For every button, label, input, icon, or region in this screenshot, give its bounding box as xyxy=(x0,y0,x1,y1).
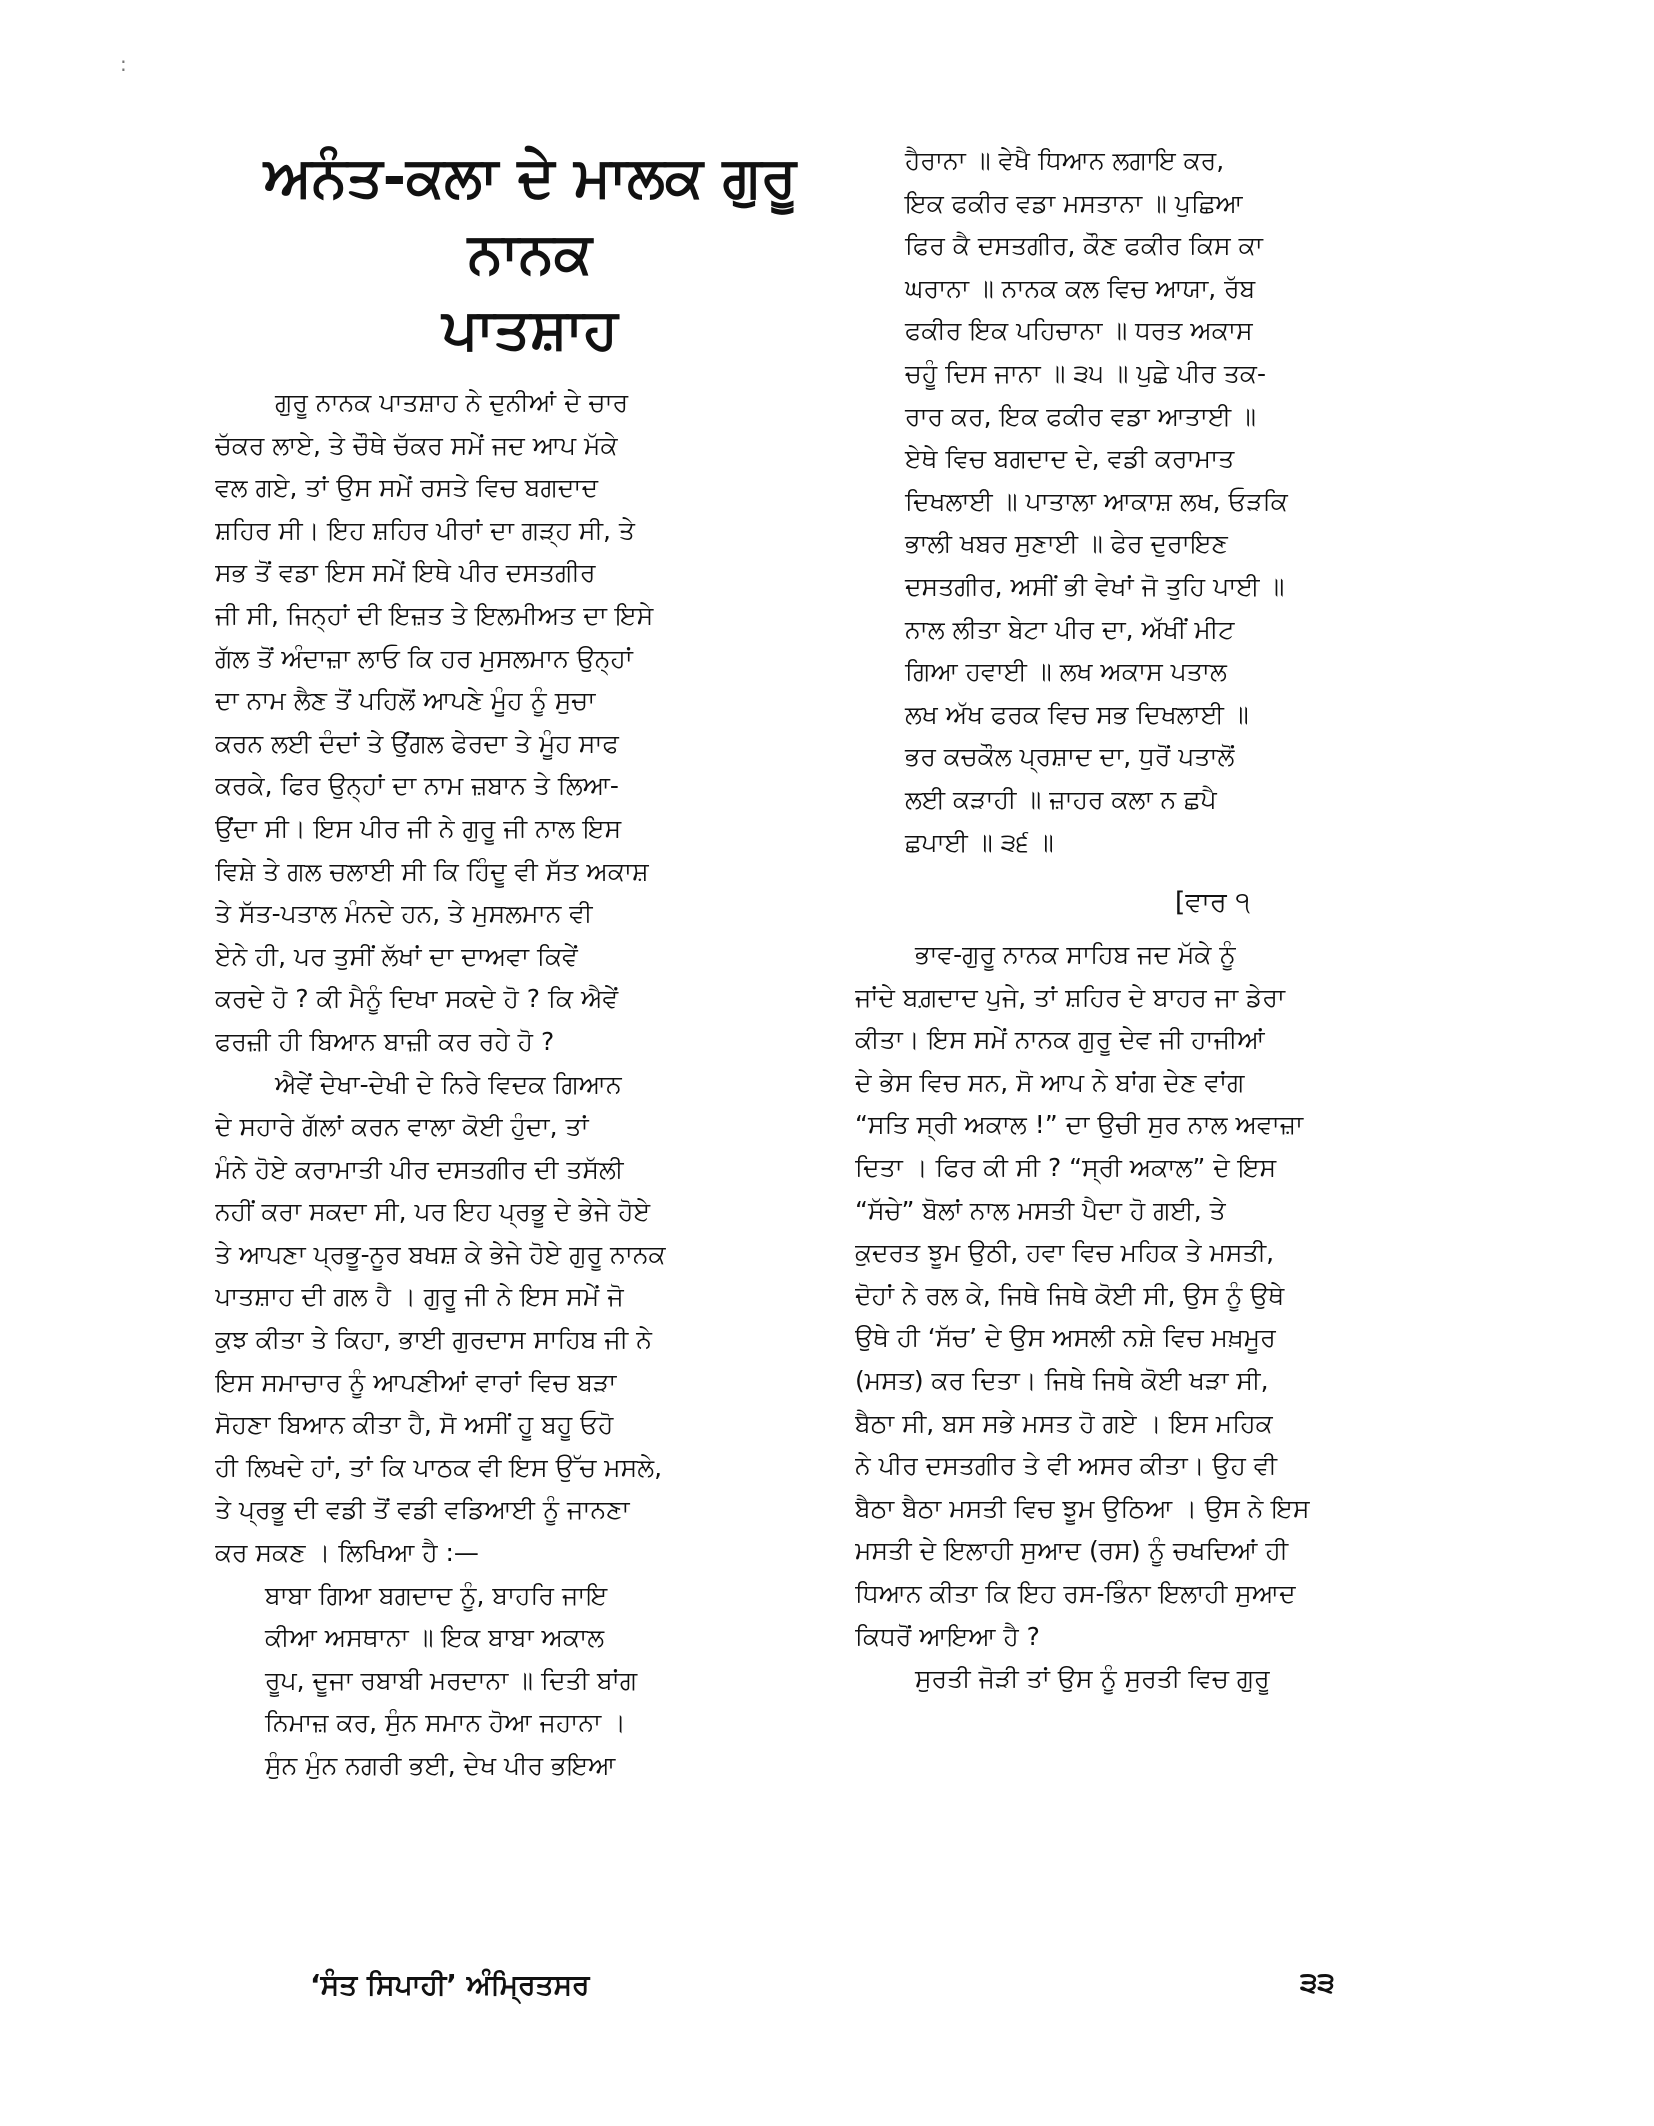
text-line: ਵਿਸ਼ੇ ਤੇ ਗਲ ਚਲਾਈ ਸੀ ਕਿ ਹਿੰਦੂ ਵੀ ਸੱਤ ਅਕਾਸ਼ xyxy=(215,856,649,886)
verse-line: ਏਥੇ ਵਿਚ ਬਗਦਾਦ ਦੇ, ਵਡੀ ਕਰਾਮਾਤ xyxy=(905,444,1235,474)
text-line: ਮੰਨੇ ਹੋਏ ਕਰਾਮਾਤੀ ਪੀਰ ਦਸਤਗੀਰ ਦੀ ਤਸੱਲੀ xyxy=(215,1154,624,1184)
verse-line: ਰੂਪ, ਦੂਜਾ ਰਬਾਬੀ ਮਰਦਾਨਾ ॥ ਦਿਤੀ ਬਾਂਗ xyxy=(265,1665,638,1695)
text-line: ਕਰਕੇ, ਫਿਰ ਉਨ੍ਹਾਂ ਦਾ ਨਾਮ ਜ਼ਬਾਨ ਤੇ ਲਿਆ- xyxy=(215,771,619,801)
verse-line: ਨਿਮਾਜ਼ ਕਰ, ਸੁੰਨ ਸਮਾਨ ਹੋਆ ਜਹਾਨਾ । xyxy=(265,1708,626,1738)
verse-line: ਰਾਰ ਕਰ, ਇਕ ਫਕੀਰ ਵਡਾ ਆਤਾਈ ॥ xyxy=(905,401,1256,431)
right-paragraph-1 xyxy=(855,934,1480,1658)
footer-publication: ‘ਸੰਤ ਸਿਪਾਹੀ’ ਅੰਮ੍ਰਿਤਸਰ xyxy=(310,1968,590,2001)
text-line: ਕੀਤਾ। ਇਸ ਸਮੇਂ ਨਾਨਕ ਗੁਰੂ ਦੇਵ ਜੀ ਹਾਜੀਆਂ xyxy=(855,1025,1265,1055)
article-title-line1: ਅਨੰਤ-ਕਲਾ ਦੇ ਮਾਲਕ ਗੁਰੂ ਨਾਨਕ xyxy=(263,145,797,286)
verse-line: ਫਕੀਰ ਇਕ ਪਹਿਚਾਨਾ ॥ ਧਰਤ ਅਕਾਸ xyxy=(905,316,1253,346)
verse-line: ਛਪਾਈ ॥ ੩੬ ॥ xyxy=(905,827,1054,857)
verse-line: ਘਰਾਨਾ ॥ ਨਾਨਕ ਕਲ ਵਿਚ ਆਯਾ, ਰੱਬ xyxy=(905,273,1256,303)
right-paragraph-2 xyxy=(855,1658,1480,1701)
text-line: ਉਥੇ ਹੀ ‘ਸੱਚ’ ਦੇ ਉਸ ਅਸਲੀ ਨਸ਼ੇ ਵਿਚ ਮਖ਼ਮੂਰ xyxy=(855,1323,1276,1353)
text-line: ਇਸ ਸਮਾਚਾਰ ਨੂੰ ਆਪਣੀਆਂ ਵਾਰਾਂ ਵਿਚ ਬੜਾ xyxy=(215,1367,617,1397)
text-line: ਨੇ ਪੀਰ ਦਸਤਗੀਰ ਤੇ ਵੀ ਅਸਰ ਕੀਤਾ। ਉਹ ਵੀ xyxy=(855,1451,1277,1481)
text-line: ਚੱਕਰ ਲਾਏ, ਤੇ ਚੌਥੇ ਚੱਕਰ ਸਮੇਂ ਜਦ ਆਪ ਮੱਕੇ xyxy=(215,430,618,460)
text-line: ਜਾਂਦੇ ਬਗ਼ਦਾਦ ਪੁਜੇ, ਤਾਂ ਸ਼ਹਿਰ ਦੇ ਬਾਹਰ ਜਾ ਡੇਰਾ xyxy=(855,982,1285,1012)
text-line: ਭਾਵ-ਗੁਰੂ ਨਾਨਕ ਸਾਹਿਬ ਜਦ ਮੱਕੇ ਨੂੰ xyxy=(915,940,1236,970)
verse-line: ਹੈਰਾਨਾ ॥ ਵੇਖੈ ਧਿਆਨ ਲਗਾਇ ਕਰ, xyxy=(905,146,1225,175)
text-line: ਵਲ ਗਏ, ਤਾਂ ਉਸ ਸਮੇਂ ਰਸਤੇ ਵਿਚ ਬਗਦਾਦ xyxy=(215,473,599,503)
verse-line: ਕੀਆ ਅਸਥਾਨਾ ॥ ਇਕ ਬਾਬਾ ਅਕਾਲ xyxy=(265,1623,605,1653)
article-title-line2: ਪਾਤਸ਼ਾਹ xyxy=(442,297,618,362)
text-line: ਦਾ ਨਾਮ ਲੈਣ ਤੋਂ ਪਹਿਲੋਂ ਆਪਣੇ ਮੂੰਹ ਨੂੰ ਸੁਚਾ xyxy=(215,686,596,716)
text-line: ਸੋਹਣਾ ਬਿਆਨ ਕੀਤਾ ਹੈ, ਸੋ ਅਸੀਂ ਹੂ ਬਹੂ ਓਹੋ xyxy=(215,1410,614,1440)
text-line: ਬੈਠਾ ਬੈਠਾ ਮਸਤੀ ਵਿਚ ਝੂਮ ਉਠਿਆ । ਉਸ ਨੇ ਇਸ xyxy=(855,1493,1310,1523)
verse-line: ਲਖ ਅੱਖ ਫਰਕ ਵਿਚ ਸਭ ਦਿਖਲਾਈ ॥ xyxy=(905,699,1249,729)
text-line: ਦੋਹਾਂ ਨੇ ਰਲ ਕੇ, ਜਿਥੇ ਜਿਥੇ ਕੋਈ ਸੀ, ਉਸ ਨੂੰ ਉਥੇ xyxy=(855,1280,1285,1310)
text-line: ਮਸਤੀ ਦੇ ਇਲਾਹੀ ਸੁਆਦ (ਰਸ) ਨੂੰ ਚਖਦਿਆਂ ਹੀ xyxy=(855,1536,1289,1566)
text-line: ਕਰਨ ਲਈ ਦੰਦਾਂ ਤੇ ਉਂਗਲ ਫੇਰਦਾ ਤੇ ਮੂੰਹ ਸਾਫ xyxy=(215,728,619,758)
verse-line: ਭਰ ਕਚਕੌਲ ਪ੍ਰਸ਼ਾਦ ਦਾ, ਧੁਰੋਂ ਪਤਾਲੋਂ xyxy=(905,742,1235,772)
text-line: ਸ਼ਹਿਰ ਸੀ। ਇਹ ਸ਼ਹਿਰ ਪੀਰਾਂ ਦਾ ਗੜ੍ਹ ਸੀ, ਤੇ xyxy=(215,515,635,545)
verse-line: ਇਕ ਫਕੀਰ ਵਡਾ ਮਸਤਾਨਾ ॥ ਪੁਛਿਆ xyxy=(905,188,1243,218)
verse-line: ਲਈ ਕੜਾਹੀ ॥ ਜ਼ਾਹਰ ਕਲਾ ਨ ਛਪੈ xyxy=(905,784,1217,814)
text-line: ਫਰਜ਼ੀ ਹੀ ਬਿਆਨ ਬਾਜ਼ੀ ਕਰ ਰਹੇ ਹੋ ? xyxy=(215,1026,555,1056)
verse-line: ਨਾਲ ਲੀਤਾ ਬੇਟਾ ਪੀਰ ਦਾ, ਅੱਖੀਂ ਮੀਟ xyxy=(905,614,1235,644)
text-line: ਦਿਤਾ । ਫਿਰ ਕੀ ਸੀ ? “ਸ੍ਰੀ ਅਕਾਲ” ਦੇ ਇਸ xyxy=(855,1153,1277,1183)
text-line: ਹੀ ਲਿਖਦੇ ਹਾਂ, ਤਾਂ ਕਿ ਪਾਠਕ ਵੀ ਇਸ ਉੱਚ ਮਸਲੇ, xyxy=(215,1452,663,1482)
text-line: ਧਿਆਨ ਕੀਤਾ ਕਿ ਇਹ ਰਸ-ਭਿੰਨਾ ਇਲਾਹੀ ਸੁਆਦ xyxy=(855,1579,1296,1608)
text-line: ਏਨੇ ਹੀ, ਪਰ ਤੁਸੀਂ ਲੱਖਾਂ ਦਾ ਦਾਅਵਾ ਕਿਵੇਂ xyxy=(215,941,578,971)
text-line: ਬੈਠਾ ਸੀ, ਬਸ ਸਭੇ ਮਸਤ ਹੋ ਗਏ । ਇਸ ਮਹਿਕ xyxy=(855,1408,1273,1438)
text-line: ਦੇ ਸਹਾਰੇ ਗੱਲਾਂ ਕਰਨ ਵਾਲਾ ਕੋਈ ਹੁੰਦਾ, ਤਾਂ xyxy=(215,1112,589,1142)
verse-line: ਸੁੰਨ ਮੁੰਨ ਨਗਰੀ ਭਈ, ਦੇਖ ਪੀਰ ਭਇਆ xyxy=(265,1751,616,1780)
verse-line: ਗਿਆ ਹਵਾਈ ॥ ਲਖ ਅਕਾਸ ਪਤਾਲ xyxy=(905,657,1227,687)
verse-line: ਚਹੂੰ ਦਿਸ ਜਾਨਾ ॥ ੩੫ ॥ ਪੁਛੇ ਪੀਰ ਤਕ- xyxy=(905,358,1266,388)
verse-line: ਦਸਤਗੀਰ, ਅਸੀਂ ਭੀ ਵੇਖਾਂ ਜੋ ਤੁਹਿ ਪਾਈ ॥ xyxy=(905,571,1285,601)
text-line: ਗੱਲ ਤੋਂ ਅੰਦਾਜ਼ਾ ਲਾਓ ਕਿ ਹਰ ਮੁਸਲਮਾਨ ਉਨ੍ਹਾਂ xyxy=(215,643,633,673)
verse-line: ਭਾਲੀ ਖਬਰ ਸੁਣਾਈ ॥ ਫੇਰ ਦੁਰਾਇਣ xyxy=(905,529,1228,559)
verse-line: ਬਾਬਾ ਗਿਆ ਬਗਦਾਦ ਨੂੰ, ਬਾਹਰਿ ਜਾਇ xyxy=(265,1580,608,1610)
text-line: ਨਹੀਂ ਕਰਾ ਸਕਦਾ ਸੀ, ਪਰ ਇਹ ਪ੍ਰਭੂ ਦੇ ਭੇਜੇ ਹੋਏ xyxy=(215,1197,651,1227)
verse-line: ਦਿਖਲਾਈ ॥ ਪਾਤਾਲਾ ਆਕਾਸ਼ ਲਖ, ਓੜਕਿ xyxy=(905,486,1288,516)
margin-mark: : xyxy=(120,52,127,76)
text-line: ਤੇ ਪ੍ਰਭੂ ਦੀ ਵਡੀ ਤੋਂ ਵਡੀ ਵਡਿਆਈ ਨੂੰ ਜਾਨਣਾ xyxy=(215,1495,630,1525)
left-verse-quote xyxy=(215,1575,845,1788)
right-column xyxy=(855,140,1480,1701)
left-paragraph-2 xyxy=(215,1064,845,1575)
right-verse-quote xyxy=(855,140,1480,864)
text-line: “ਸੱਚੇ” ਬੋਲਾਂ ਨਾਲ ਮਸਤੀ ਪੈਦਾ ਹੋ ਗਈ, ਤੇ xyxy=(855,1195,1226,1225)
left-column xyxy=(215,140,845,1788)
text-line: ਜੀ ਸੀ, ਜਿਨ੍ਹਾਂ ਦੀ ਇਜ਼ਤ ਤੇ ਇਲਮੀਅਤ ਦਾ ਇਸੇ xyxy=(215,600,654,630)
verse-line: ਫਿਰ ਕੈ ਦਸਤਗੀਰ, ਕੌਣ ਫਕੀਰ ਕਿਸ ਕਾ xyxy=(905,231,1263,261)
text-line: ਸੁਰਤੀ ਜੋੜੀ ਤਾਂ ਉਸ ਨੂੰ ਸੁਰਤੀ ਵਿਚ ਗੁਰੂ xyxy=(915,1664,1270,1694)
text-line: ਦੇ ਭੇਸ ਵਿਚ ਸਨ, ਸੋ ਆਪ ਨੇ ਬਾਂਗ ਦੇਣ ਵਾਂਗ xyxy=(855,1067,1245,1097)
text-line: “ਸਤਿ ਸ੍ਰੀ ਅਕਾਲ !” ਦਾ ਉਚੀ ਸੁਰ ਨਾਲ ਅਵਾਜ਼ਾ xyxy=(855,1110,1304,1140)
text-line: (ਮਸਤ) ਕਰ ਦਿਤਾ। ਜਿਥੇ ਜਿਥੇ ਕੋਈ ਖੜਾ ਸੀ, xyxy=(855,1366,1269,1396)
text-line: ਤੇ ਆਪਣਾ ਪ੍ਰਭੂ-ਨੂਰ ਬਖਸ਼ ਕੇ ਭੇਜੇ ਹੋਏ ਗੁਰੂ ਨਾਨਕ xyxy=(215,1239,666,1269)
text-line: ਕੁਝ ਕੀਤਾ ਤੇ ਕਿਹਾ, ਭਾਈ ਗੁਰਦਾਸ ਸਾਹਿਬ ਜੀ ਨੇ xyxy=(215,1325,652,1355)
left-paragraph-1 xyxy=(215,382,845,1064)
text-line: ਕਿਧਰੋਂ ਆਇਆ ਹੈ ? xyxy=(855,1621,1040,1651)
text-line: ਕਰ ਸਕਣ । ਲਿਖਿਆ ਹੈ :— xyxy=(215,1538,479,1568)
text-line: ਕੁਦਰਤ ਝੂਮ ਉਠੀ, ਹਵਾ ਵਿਚ ਮਹਿਕ ਤੇ ਮਸਤੀ, xyxy=(855,1238,1275,1268)
page-number: ੩੩ xyxy=(1300,1966,1335,1999)
var-reference: [ਵਾਰ ੧ xyxy=(1174,887,1250,919)
text-line: ਐਵੇਂ ਦੇਖਾ-ਦੇਖੀ ਦੇ ਨਿਰੇ ਵਿਦਕ ਗਿਆਨ xyxy=(275,1069,622,1099)
text-line: ਤੇ ਸੱਤ-ਪਤਾਲ ਮੰਨਦੇ ਹਨ, ਤੇ ਮੁਸਲਮਾਨ ਵੀ xyxy=(215,899,593,929)
text-line: ਉਂਦਾ ਸੀ। ਇਸ ਪੀਰ ਜੀ ਨੇ ਗੁਰੂ ਜੀ ਨਾਲ ਇਸ xyxy=(215,813,622,843)
text-line: ਕਰਦੇ ਹੋ ? ਕੀ ਮੈਨੂੰ ਦਿਖਾ ਸਕਦੇ ਹੋ ? ਕਿ ਐਵੇਂ xyxy=(215,984,619,1014)
text-line: ਗੁਰੂ ਨਾਨਕ ਪਾਤਸ਼ਾਹ ਨੇ ਦੁਨੀਆਂ ਦੇ ਚਾਰ xyxy=(275,388,629,417)
text-line: ਪਾਤਸ਼ਾਹ ਦੀ ਗਲ ਹੈ । ਗੁਰੂ ਜੀ ਨੇ ਇਸ ਸਮੇਂ ਜੋ xyxy=(215,1282,624,1312)
text-line: ਸਭ ਤੋਂ ਵਡਾ ਇਸ ਸਮੇਂ ਇਥੇ ਪੀਰ ਦਸਤਗੀਰ xyxy=(215,558,596,588)
